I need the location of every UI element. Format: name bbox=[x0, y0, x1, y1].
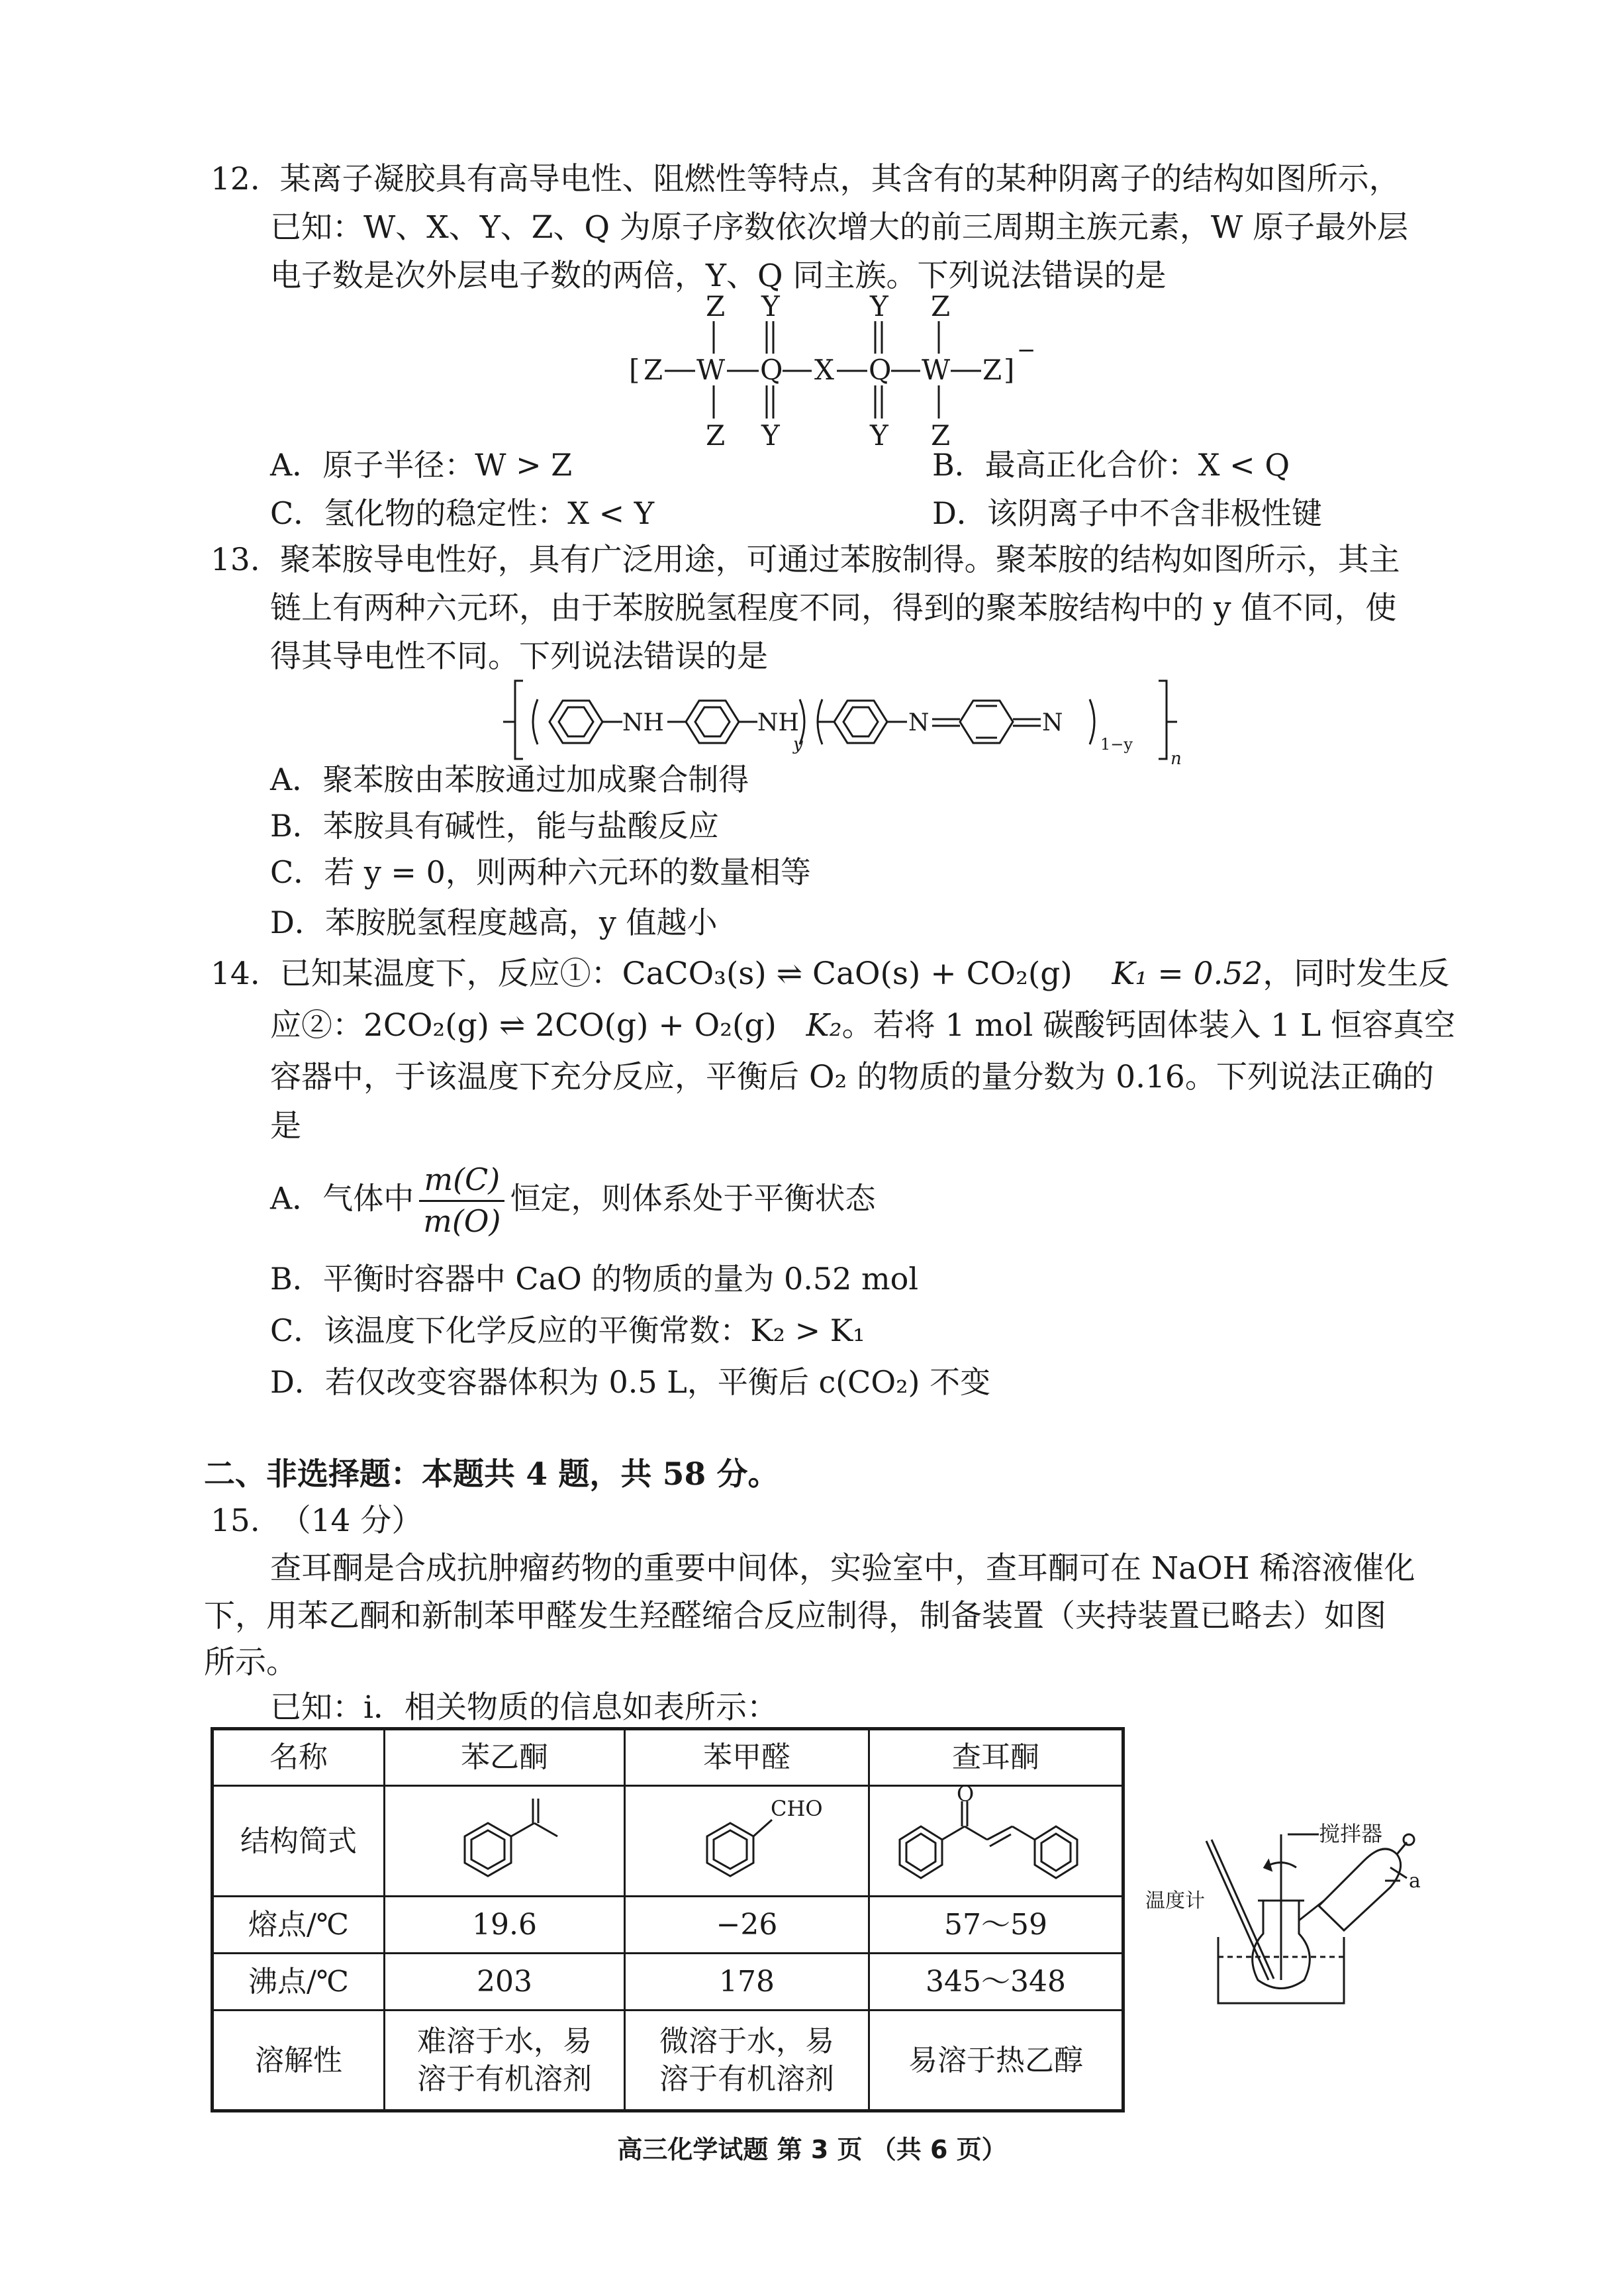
subscript-1-y: 1−y bbox=[1100, 735, 1133, 754]
q13-line1 bbox=[211, 540, 1400, 580]
q12-line2: 已知：W、X、Y、Z、Q 为原子序数依次增大的前三周期主族元素，W 原子最外层 bbox=[270, 209, 1409, 246]
q12-option-d: D．该阴离子中不含非极性键 bbox=[932, 495, 1322, 531]
row-label-structure: 结构简式 bbox=[213, 1786, 385, 1897]
q13-polyaniline-structure bbox=[503, 675, 1182, 769]
benzaldehyde-structure bbox=[667, 1787, 826, 1886]
q14-text-2b: 。若将 1 mol 碳酸钙固体装入 1 L 恒容真空 bbox=[841, 1007, 1456, 1044]
q12-option-c: C．氢化物的稳定性：X < Y bbox=[270, 495, 655, 531]
table-header-cell: 名称 bbox=[213, 1729, 385, 1786]
q13-option-a: A．聚苯胺由苯胺通过加成聚合制得 bbox=[270, 762, 749, 797]
q14-option-a-suffix: 恒定，则体系处于平衡状态 bbox=[510, 1180, 876, 1216]
atom-w-left: W bbox=[696, 354, 726, 386]
reaction-apparatus-diagram bbox=[1145, 1814, 1437, 2013]
thermometer-label: 温度计 bbox=[1145, 1889, 1205, 1912]
q12-option-a: A．原子半径：W > Z bbox=[270, 447, 573, 483]
atom-z-right: Z bbox=[982, 354, 1002, 386]
atom-y-top-2: Y bbox=[870, 290, 888, 323]
q13-option-d: D．苯胺脱氢程度越高，y 值越小 bbox=[270, 905, 718, 940]
table-header-cell: 查耳酮 bbox=[869, 1729, 1123, 1786]
atom-z-bottom-1: Z bbox=[706, 419, 726, 452]
q12-line3: 电子数是次外层电子数的两倍，Y、Q 同主族。下列说法错误的是 bbox=[270, 258, 1167, 294]
q15-known: 已知：ⅰ．相关物质的信息如表所示： bbox=[270, 1689, 779, 1726]
svg-text:O: O bbox=[957, 1781, 975, 1807]
atom-z-top-2: Z bbox=[931, 290, 951, 323]
atom-z-bottom-2: Z bbox=[931, 419, 951, 452]
stirrer-label: 搅拌器 bbox=[1319, 1821, 1383, 1846]
q13-option-b: B．苯胺具有碱性，能与盐酸反应 bbox=[270, 808, 719, 844]
atom-y-top-1: Y bbox=[761, 290, 780, 323]
q15-number: 15. bbox=[211, 1503, 260, 1539]
table-cell: −26 bbox=[625, 1897, 869, 1954]
table-cell: 178 bbox=[625, 1954, 869, 2011]
table-cell: 345～348 bbox=[869, 1954, 1123, 2011]
solubility-text: 溶于有机溶剂 bbox=[659, 2062, 834, 2097]
n-atom-1: N bbox=[908, 709, 930, 736]
table-cell: 203 bbox=[385, 1954, 625, 2011]
q15-line2: 下，用苯乙酮和新制苯甲醛发生羟醛缩合反应制得，制备装置（夹持装置已略去）如图 bbox=[204, 1598, 1386, 1634]
substance-info-table bbox=[211, 1727, 1125, 2112]
fraction-numerator: m(C) bbox=[419, 1160, 504, 1202]
q12-text-1: 某离子凝胶具有高导电性、阻燃性等特点，其含有的某种阴离子的结构如图所示， bbox=[279, 161, 1400, 197]
q13-line2: 链上有两种六元环，由于苯胺脱氢程度不同，得到的聚苯胺结构中的 y 值不同，使 bbox=[270, 590, 1397, 626]
q14-equation-2: 2CO₂(g) ⇌ 2CO(g) + O₂(g) bbox=[363, 1007, 777, 1044]
solubility-text: 溶于有机溶剂 bbox=[417, 2062, 592, 2097]
mass-ratio-fraction bbox=[419, 1160, 504, 1242]
q14-text-1b: ，同时发生反 bbox=[1263, 956, 1450, 992]
chalcone-structure-cell bbox=[869, 1781, 1123, 1897]
subscript-y: y bbox=[793, 734, 803, 754]
q15-header bbox=[211, 1501, 422, 1541]
q15-line3: 所示。 bbox=[204, 1644, 297, 1681]
atom-x: X bbox=[814, 354, 834, 386]
table-header-cell: 苯乙酮 bbox=[385, 1729, 625, 1786]
subscript-n: n bbox=[1170, 749, 1182, 769]
q14-line4: 是 bbox=[270, 1108, 301, 1144]
fraction-denominator: m(O) bbox=[423, 1203, 501, 1239]
table-cell: 19.6 bbox=[385, 1897, 625, 1954]
q12-line1 bbox=[211, 159, 1400, 199]
table-cell: 57～59 bbox=[869, 1897, 1123, 1954]
q14-line2 bbox=[270, 1005, 1455, 1046]
q13-line3: 得其导电性不同。下列说法错误的是 bbox=[270, 638, 768, 675]
table-row-boiling-point bbox=[213, 1954, 1123, 2011]
page-footer: 高三化学试题 第 3 页 （共 6 页） bbox=[617, 2135, 1007, 2164]
table-row-structure bbox=[213, 1786, 1123, 1897]
q14-k2: K₂ bbox=[806, 1007, 842, 1044]
nh-group-1: NH bbox=[622, 709, 664, 736]
q13-option-c: C．若 y = 0，则两种六元环的数量相等 bbox=[270, 854, 811, 890]
q15-line1: 查耳酮是合成抗肿瘤药物的重要中间体，实验室中，查耳酮可在 NaOH 稀溶液催化 bbox=[270, 1550, 1415, 1587]
row-label-bp: 沸点/℃ bbox=[213, 1954, 385, 2011]
acetophenone-structure bbox=[432, 1787, 577, 1886]
atom-z-top-1: Z bbox=[706, 290, 726, 323]
q14-option-c: C．该温度下化学反应的平衡常数：K₂ > K₁ bbox=[270, 1313, 865, 1348]
q14-number: 14. bbox=[211, 956, 260, 992]
row-label-solubility: 溶解性 bbox=[213, 2011, 385, 2111]
table-header-cell: 苯甲醛 bbox=[625, 1729, 869, 1786]
q14-line3: 容器中，于该温度下充分反应，平衡后 O₂ 的物质的量分数为 0.16。下列说法正确的 bbox=[270, 1059, 1434, 1095]
atom-q-left: Q bbox=[760, 354, 783, 386]
table-row-melting-point bbox=[213, 1897, 1123, 1954]
chalcone-structure bbox=[886, 1781, 1105, 1886]
charge: − bbox=[1017, 337, 1036, 364]
cho-label: CHO bbox=[771, 1796, 823, 1821]
table-header-row bbox=[213, 1729, 1123, 1786]
nh-group-2: NH bbox=[757, 709, 799, 736]
q15-score: （14 分） bbox=[279, 1503, 423, 1539]
atom-y-bottom-2: Y bbox=[870, 419, 888, 452]
benzaldehyde-structure-cell bbox=[625, 1786, 869, 1897]
q13-text-1: 聚苯胺导电性好，具有广泛用途，可通过苯胺制得。聚苯胺的结构如图所示，其主 bbox=[279, 542, 1400, 578]
atom-q-right: Q bbox=[869, 354, 892, 386]
q14-option-a-prefix: A．气体中 bbox=[270, 1180, 414, 1216]
table-cell bbox=[385, 2011, 625, 2111]
q14-option-b: B．平衡时容器中 CaO 的物质的量为 0.52 mol bbox=[270, 1261, 919, 1297]
table-row-solubility bbox=[213, 2011, 1123, 2111]
q14-line1 bbox=[211, 954, 1449, 994]
funnel-label-a: a bbox=[1409, 1869, 1421, 1893]
atom-y-bottom-1: Y bbox=[761, 419, 780, 452]
q14-equation-1: CaCO₃(s) ⇌ CaO(s) + CO₂(g) bbox=[622, 956, 1073, 992]
q14-option-d: D．若仅改变容器体积为 0.5 L，平衡后 c(CO₂) 不变 bbox=[270, 1364, 991, 1400]
table-cell: 易溶于热乙醇 bbox=[869, 2011, 1123, 2111]
q14-text-1a: 已知某温度下，反应①： bbox=[279, 956, 622, 992]
q14-k1: K₁ = 0.52 bbox=[1112, 956, 1263, 992]
acetophenone-structure-cell bbox=[385, 1786, 625, 1897]
q12-number: 12. bbox=[211, 161, 260, 197]
section-2-title: 二、非选择题：本题共 4 题，共 58 分。 bbox=[204, 1456, 779, 1493]
solubility-text: 微溶于水，易 bbox=[659, 2024, 834, 2058]
row-label-mp: 熔点/℃ bbox=[213, 1897, 385, 1954]
bracket-right: ] bbox=[1004, 354, 1015, 386]
q13-number: 13. bbox=[211, 542, 260, 578]
table-cell bbox=[625, 2011, 869, 2111]
bracket-left: [ bbox=[629, 354, 640, 386]
q14-text-2a: 应②： bbox=[270, 1007, 363, 1044]
solubility-text: 难溶于水，易 bbox=[417, 2024, 592, 2058]
atom-z-left: Z bbox=[644, 354, 663, 386]
q12-anion-structure bbox=[629, 291, 1053, 450]
q12-option-b: B．最高正化合价：X < Q bbox=[932, 447, 1290, 483]
n-atom-2: N bbox=[1042, 709, 1063, 736]
atom-w-right: W bbox=[922, 354, 951, 386]
q14-option-a bbox=[270, 1160, 875, 1242]
